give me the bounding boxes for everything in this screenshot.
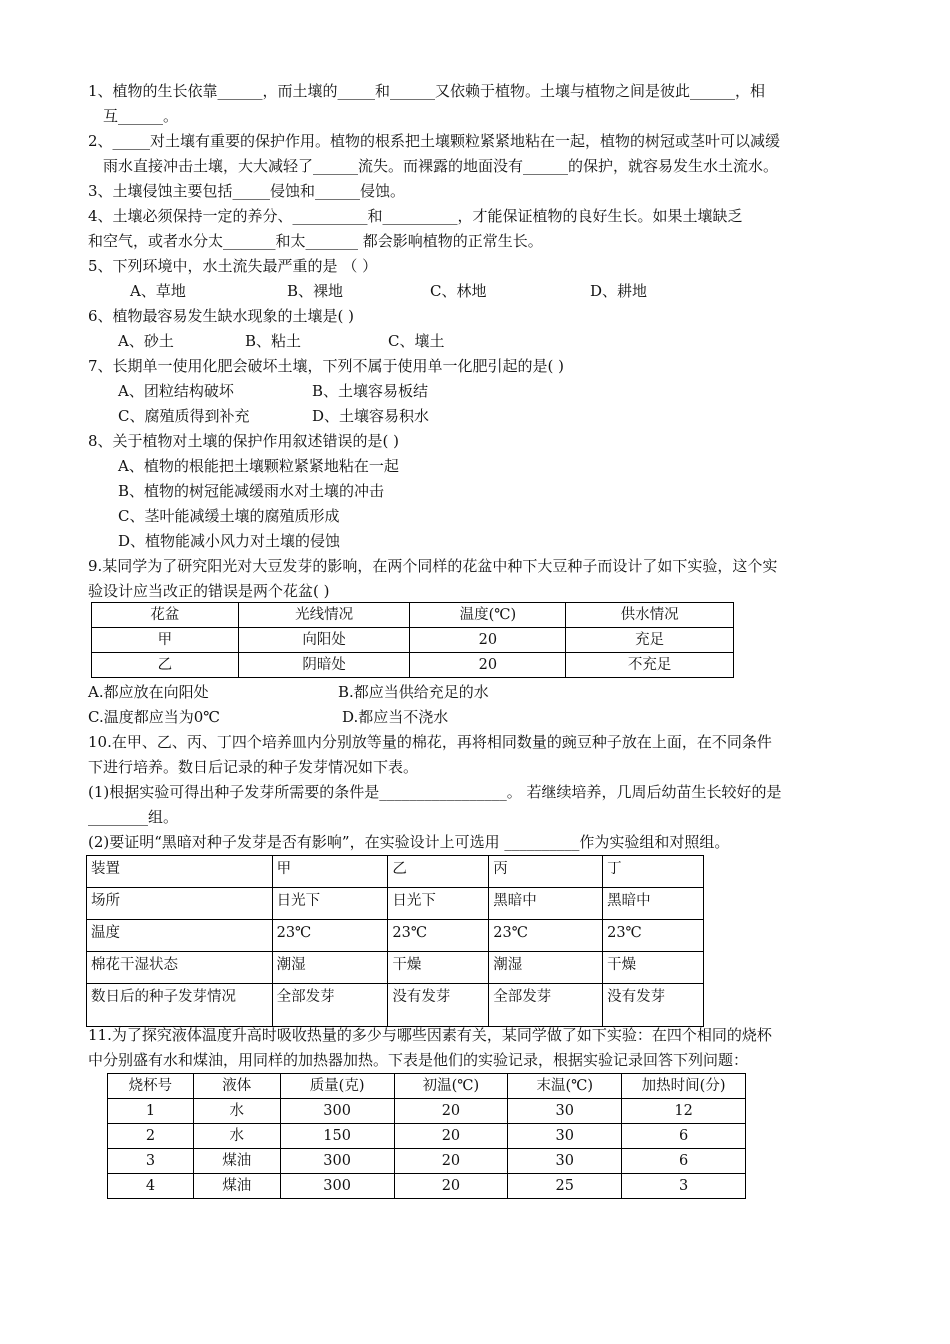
q6-option-a: A、砂土 bbox=[118, 332, 174, 350]
table-cell: 水 bbox=[193, 1099, 280, 1124]
table-cell: 数日后的种子发芽情况 bbox=[87, 984, 273, 1027]
table-cell: 甲 bbox=[92, 628, 239, 653]
table-cell: 30 bbox=[508, 1099, 622, 1124]
table-cell: 液体 bbox=[193, 1074, 280, 1099]
table-cell: 乙 bbox=[92, 653, 239, 678]
table-row bbox=[87, 984, 704, 1027]
table-row bbox=[92, 603, 734, 628]
table-cell: 场所 bbox=[87, 888, 273, 920]
table-cell: 干燥 bbox=[388, 952, 489, 984]
table-cell: 充足 bbox=[566, 628, 734, 653]
q7-option-c: C、腐殖质得到补充 bbox=[118, 407, 250, 425]
q9-option-b: B.都应当供给充足的水 bbox=[338, 683, 489, 701]
table-cell: 温度(℃) bbox=[410, 603, 566, 628]
table-cell: 乙 bbox=[388, 856, 489, 888]
table-row bbox=[108, 1074, 746, 1099]
table-cell: 质量(克) bbox=[280, 1074, 394, 1099]
table-cell: 干燥 bbox=[603, 952, 704, 984]
table-cell: 日光下 bbox=[272, 888, 388, 920]
q8-option-d: D、植物能减小风力对土壤的侵蚀 bbox=[118, 532, 341, 550]
q11-table bbox=[107, 1073, 746, 1199]
q5-option-a: A、草地 bbox=[130, 282, 186, 300]
table-cell: 不充足 bbox=[566, 653, 734, 678]
table-cell: 300 bbox=[280, 1174, 394, 1199]
table-cell: 末温(℃) bbox=[508, 1074, 622, 1099]
table-cell: 全部发芽 bbox=[272, 984, 388, 1027]
table-cell: 4 bbox=[108, 1174, 194, 1199]
table-cell: 光线情况 bbox=[238, 603, 410, 628]
q5-stem: 5、下列环境中，水土流失最严重的是 （ ） bbox=[88, 257, 378, 275]
table-row bbox=[87, 856, 704, 888]
table-cell: 20 bbox=[394, 1149, 508, 1174]
table-cell: 阴暗处 bbox=[238, 653, 410, 678]
table-row bbox=[92, 653, 734, 678]
table-cell: 装置 bbox=[87, 856, 273, 888]
table-cell: 温度 bbox=[87, 920, 273, 952]
table-cell: 20 bbox=[394, 1124, 508, 1149]
table-cell: 3 bbox=[108, 1149, 194, 1174]
q1-line1: 1、植物的生长依靠______，而土壤的_____和______又依赖于植物。土壤与植物之间是彼此______，相 bbox=[88, 82, 766, 100]
table-cell: 潮湿 bbox=[272, 952, 388, 984]
q6-option-c: C、壤土 bbox=[388, 332, 445, 350]
table-row bbox=[92, 628, 734, 653]
q4-line2: 和空气，或者水分太_______和太_______ 都会影响植物的正常生长。 bbox=[88, 232, 543, 250]
table-cell: 300 bbox=[280, 1149, 394, 1174]
q6-option-b: B、粘土 bbox=[245, 332, 302, 350]
table-cell: 花盆 bbox=[92, 603, 239, 628]
q9-table bbox=[91, 602, 734, 678]
q5-option-d: D、耕地 bbox=[590, 282, 648, 300]
table-cell: 23℃ bbox=[489, 920, 603, 952]
table-cell: 供水情况 bbox=[566, 603, 734, 628]
table-cell: 30 bbox=[508, 1149, 622, 1174]
table-cell: 向阳处 bbox=[238, 628, 410, 653]
q7-option-b: B、土壤容易板结 bbox=[312, 382, 429, 400]
table-row bbox=[108, 1174, 746, 1199]
q7-stem: 7、长期单一使用化肥会破坏土壤，下列不属于使用单一化肥引起的是( ) bbox=[88, 357, 565, 375]
table-cell: 日光下 bbox=[388, 888, 489, 920]
q9-line1: 9.某同学为了研究阳光对大豆发芽的影响，在两个同样的花盆中种下大豆种子而设计了如下实验，这个实 bbox=[88, 557, 778, 575]
table-cell: 加热时间(分) bbox=[622, 1074, 746, 1099]
q11-line2: 中分别盛有水和煤油，用同样的加热器加热。下表是他们的实验记录，根据实验记录回答下列问题： bbox=[88, 1051, 749, 1069]
table-cell: 23℃ bbox=[388, 920, 489, 952]
q9-line2: 验设计应当改正的错误是两个花盆( ) bbox=[88, 582, 330, 600]
q3-line1: 3、土壤侵蚀主要包括_____侵蚀和______侵蚀。 bbox=[88, 182, 406, 200]
table-cell: 3 bbox=[622, 1174, 746, 1199]
table-cell: 烧杯号 bbox=[108, 1074, 194, 1099]
table-cell: 全部发芽 bbox=[489, 984, 603, 1027]
q8-option-b: B、植物的树冠能减缓雨水对土壤的冲击 bbox=[118, 482, 385, 500]
q10-line5: (2)要证明“黑暗对种子发芽是否有影响”，在实验设计上可选用 __________作为实验组和对照组。 bbox=[88, 833, 730, 851]
q5-option-c: C、林地 bbox=[430, 282, 487, 300]
table-row bbox=[87, 888, 704, 920]
table-cell: 6 bbox=[622, 1149, 746, 1174]
table-cell: 20 bbox=[394, 1099, 508, 1124]
table-cell: 没有发芽 bbox=[388, 984, 489, 1027]
q2-line2: 雨水直接冲击土壤，大大减轻了______流失。而裸露的地面没有______的保护，就容易发生水土流水。 bbox=[103, 157, 779, 175]
table-cell: 30 bbox=[508, 1124, 622, 1149]
table-cell: 煤油 bbox=[193, 1149, 280, 1174]
table-cell: 黑暗中 bbox=[603, 888, 704, 920]
table-cell: 6 bbox=[622, 1124, 746, 1149]
table-cell: 20 bbox=[410, 628, 566, 653]
table-cell: 初温(℃) bbox=[394, 1074, 508, 1099]
q10-line1: 10.在甲、乙、丙、丁四个培养皿内分别放等量的棉花，再将相同数量的豌豆种子放在上面，在不同条件 bbox=[88, 733, 772, 751]
q6-stem: 6、植物最容易发生缺水现象的土壤是( ) bbox=[88, 307, 355, 325]
table-cell: 23℃ bbox=[603, 920, 704, 952]
q9-option-a: A.都应放在向阳处 bbox=[88, 683, 209, 701]
table-cell: 丁 bbox=[603, 856, 704, 888]
table-cell: 棉花干湿状态 bbox=[87, 952, 273, 984]
q10-line4: ________组。 bbox=[88, 808, 179, 826]
table-row bbox=[108, 1124, 746, 1149]
q8-option-c: C、茎叶能减缓土壤的腐殖质形成 bbox=[118, 507, 340, 525]
table-cell: 2 bbox=[108, 1124, 194, 1149]
table-cell: 150 bbox=[280, 1124, 394, 1149]
q1-line2: 互______。 bbox=[103, 107, 179, 125]
table-cell: 20 bbox=[410, 653, 566, 678]
q4-line1: 4、土壤必须保持一定的养分、__________和__________，才能保证植物的良好生长。如果土壤缺乏 bbox=[88, 207, 743, 225]
table-cell: 丙 bbox=[489, 856, 603, 888]
table-cell: 12 bbox=[622, 1099, 746, 1124]
table-cell: 甲 bbox=[272, 856, 388, 888]
table-cell: 煤油 bbox=[193, 1174, 280, 1199]
q9-option-d: D.都应当不浇水 bbox=[342, 708, 449, 726]
q7-option-d: D、土壤容易积水 bbox=[312, 407, 430, 425]
q8-option-a: A、植物的根能把土壤颗粒紧紧地粘在一起 bbox=[118, 457, 399, 475]
table-cell: 黑暗中 bbox=[489, 888, 603, 920]
table-cell: 水 bbox=[193, 1124, 280, 1149]
table-row bbox=[108, 1099, 746, 1124]
table-row bbox=[108, 1149, 746, 1174]
table-cell: 1 bbox=[108, 1099, 194, 1124]
q11-line1: 11.为了探究液体温度升高时吸收热量的多少与哪些因素有关，某同学做了如下实验：在四个相同的烧杯 bbox=[88, 1026, 772, 1044]
q7-option-a: A、团粒结构破坏 bbox=[118, 382, 234, 400]
table-cell: 没有发芽 bbox=[603, 984, 704, 1027]
table-row bbox=[87, 952, 704, 984]
q2-line1: 2、_____对土壤有重要的保护作用。植物的根系把土壤颗粒紧紧地粘在一起，植物的树冠或茎叶可以减缓 bbox=[88, 132, 781, 150]
table-cell: 23℃ bbox=[272, 920, 388, 952]
q8-stem: 8、关于植物对土壤的保护作用叙述错误的是( ) bbox=[88, 432, 400, 450]
table-cell: 20 bbox=[394, 1174, 508, 1199]
table-row bbox=[87, 920, 704, 952]
table-cell: 潮湿 bbox=[489, 952, 603, 984]
q5-option-b: B、裸地 bbox=[287, 282, 344, 300]
q10-line3: (1)根据实验可得出种子发芽所需要的条件是_________________。 若继续培养，几周后幼苗生长较好的是 bbox=[88, 783, 782, 801]
table-cell: 300 bbox=[280, 1099, 394, 1124]
q9-option-c: C.温度都应当为0℃ bbox=[88, 708, 221, 726]
q10-table bbox=[86, 855, 704, 1027]
table-cell: 25 bbox=[508, 1174, 622, 1199]
q10-line2: 下进行培养。数日后记录的种子发芽情况如下表。 bbox=[88, 758, 419, 776]
